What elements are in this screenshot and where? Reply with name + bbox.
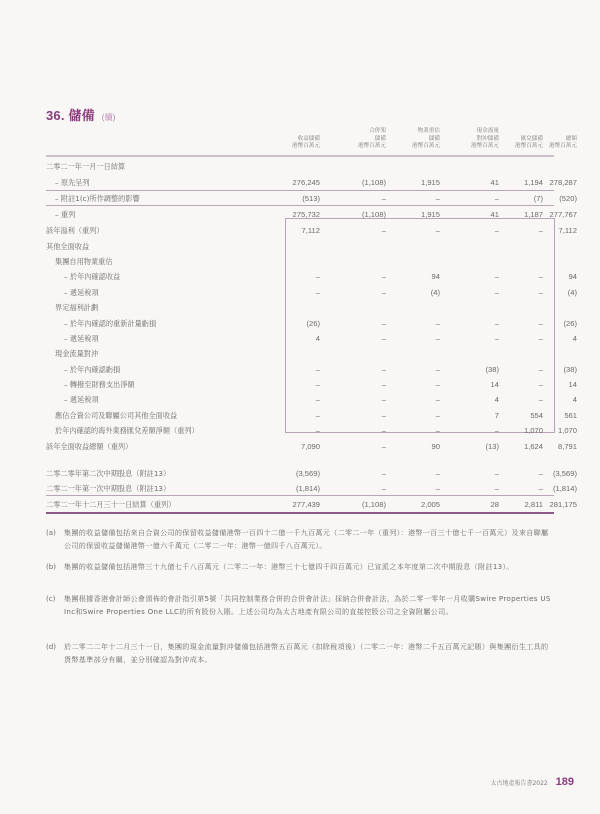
note-text: 集團的收益儲備包括港幣三十九億七千八百萬元（二零二一年：港幣三十七億四千四百萬元）已宣派之本年度第二次中期股息（附註13）。 xyxy=(64,562,514,571)
table-rule xyxy=(46,190,554,191)
table-cell: 41 xyxy=(490,210,499,219)
table-cell: 1,915 xyxy=(420,210,440,219)
column-header-line: 港幣百萬元 xyxy=(515,143,543,149)
table-cell: (26) xyxy=(563,319,577,328)
table-cell: (3,569) xyxy=(295,469,320,478)
table-cell: – xyxy=(381,288,386,297)
table-cell: 277,439 xyxy=(292,500,320,509)
table-cell: – xyxy=(494,272,499,281)
table-cell: – xyxy=(315,288,320,297)
table-rule xyxy=(46,512,554,514)
table-cell: (1,108) xyxy=(361,210,386,219)
column-header-line: 港幣百萬元 xyxy=(549,143,577,149)
table-cell: – xyxy=(538,484,543,493)
table-cell: – xyxy=(435,194,440,203)
table-cell: – xyxy=(538,226,543,235)
page-footer xyxy=(490,776,574,788)
table-cell: – xyxy=(538,365,543,374)
column-header-line: 對沖儲備 xyxy=(476,135,499,142)
table-cell: (1,814) xyxy=(552,484,577,493)
table-cell: 281,175 xyxy=(549,500,577,509)
table-row xyxy=(46,270,577,286)
table-cell: 1,187 xyxy=(523,210,543,219)
column-header-line: 港幣百萬元 xyxy=(358,143,386,149)
section-heading xyxy=(46,105,116,124)
table-cell: – xyxy=(381,334,386,343)
table-cell: – xyxy=(494,319,499,328)
table-cell: – xyxy=(315,411,320,420)
table-row xyxy=(46,378,577,394)
row-label: – 附註1(c)所作調整的影響 xyxy=(55,194,140,203)
table-cell: – xyxy=(494,288,499,297)
table-cell: 28 xyxy=(490,500,499,509)
report-name: 太古地產報告書2022 xyxy=(490,780,548,787)
table-cell: (26) xyxy=(306,319,320,328)
table-cell: – xyxy=(381,426,386,435)
note-tag: (a) xyxy=(46,528,56,537)
row-label: 該年溢利（重列） xyxy=(46,226,104,235)
table-cell: (38) xyxy=(563,365,577,374)
table-cell: – xyxy=(315,380,320,389)
column-header-line xyxy=(513,128,577,136)
column-header-line: 合併架 xyxy=(369,128,386,134)
column-header-line: 現金流量 xyxy=(476,128,499,134)
table-cell: – xyxy=(381,395,386,404)
table-cell: 277,767 xyxy=(549,210,577,219)
column-header-line xyxy=(256,128,320,136)
row-label: – 重列 xyxy=(55,210,76,219)
table-cell: – xyxy=(435,484,440,493)
table-cell: – xyxy=(494,334,499,343)
table-cell: – xyxy=(381,272,386,281)
note-item xyxy=(46,592,554,618)
column-headers xyxy=(0,128,600,154)
table-row xyxy=(46,440,577,456)
table-row xyxy=(46,286,577,302)
table-rule xyxy=(46,205,554,206)
table-cell: 94 xyxy=(568,272,577,281)
row-label: – 遞延稅項 xyxy=(64,395,99,404)
table-cell: – xyxy=(494,194,499,203)
table-cell: – xyxy=(494,426,499,435)
row-label: 集團自用物業重估 xyxy=(55,257,113,266)
note-text: 集團的收益儲備包括來自合資公司的保留收益儲備港幣一百四十二億一千九百萬元（二零二一年（重列）：港幣一百三十億七千一百萬元）及來自聯屬公司的保留收益儲備港幣一億六千萬元（二零二一年：港幣一億四千八百萬元）。 xyxy=(64,528,549,550)
table-cell: (3,569) xyxy=(552,469,577,478)
table-cell: 1,070 xyxy=(557,426,577,435)
column-header xyxy=(513,128,577,151)
table-cell: – xyxy=(435,411,440,420)
table-cell: – xyxy=(381,365,386,374)
note-tag: (c) xyxy=(46,594,56,603)
row-label: – 轉撥至財務支出淨額 xyxy=(64,380,135,389)
table-cell: 1,624 xyxy=(523,442,543,451)
table-cell: 1,194 xyxy=(523,178,543,187)
table-cell: 4 xyxy=(572,334,577,343)
table-cell: – xyxy=(315,365,320,374)
table-cell: – xyxy=(435,426,440,435)
table-rule xyxy=(46,495,554,496)
note-tag: (b) xyxy=(46,562,57,571)
table-cell: 276,245 xyxy=(292,178,320,187)
note-item xyxy=(46,526,554,552)
table-cell: – xyxy=(494,469,499,478)
table-row xyxy=(46,224,577,240)
header-rule xyxy=(46,155,554,157)
row-label: 界定福利計劃 xyxy=(55,303,99,312)
column-header xyxy=(376,128,440,151)
table-cell: 561 xyxy=(564,411,577,420)
table-cell: 90 xyxy=(431,442,440,451)
table-cell: 7 xyxy=(494,411,499,420)
note-tag: (d) xyxy=(46,642,57,651)
table-cell: – xyxy=(381,469,386,478)
table-row xyxy=(46,301,554,317)
table-cell: – xyxy=(381,484,386,493)
table-row xyxy=(46,467,577,483)
table-cell: – xyxy=(381,194,386,203)
table-cell: 7,112 xyxy=(558,226,577,235)
table-cell: 278,287 xyxy=(549,178,577,187)
table-cell: 7,090 xyxy=(300,442,320,451)
table-cell: (7) xyxy=(533,194,543,203)
table-cell: – xyxy=(315,272,320,281)
table-cell: – xyxy=(435,365,440,374)
table-cell: 2,005 xyxy=(420,500,440,509)
table-cell: – xyxy=(435,334,440,343)
table-cell: – xyxy=(538,319,543,328)
table-cell: – xyxy=(381,319,386,328)
table-row xyxy=(46,208,577,224)
table-cell: 4 xyxy=(572,395,577,404)
table-row xyxy=(46,424,577,440)
row-label: 該年全面收益總額（重列） xyxy=(46,442,133,451)
row-label: – 遞延稅項 xyxy=(64,334,99,343)
table-cell: – xyxy=(538,334,543,343)
table-cell: – xyxy=(381,380,386,389)
table-cell: – xyxy=(494,226,499,235)
row-label: 現金流量對沖 xyxy=(55,349,99,358)
row-label: 二零二一年十二月三十一日結算（重列） xyxy=(46,500,176,509)
table-cell: 8,791 xyxy=(557,442,577,451)
table-row xyxy=(46,347,554,363)
column-header-line: 匯兌儲備 xyxy=(520,135,543,142)
row-label: – 於年內確認收益 xyxy=(64,272,121,281)
column-header-line: 儲備 xyxy=(374,135,386,142)
table-cell: 7,112 xyxy=(301,226,320,235)
table-cell: (4) xyxy=(430,288,440,297)
table-cell: (520) xyxy=(559,194,577,203)
section-title: 儲備 xyxy=(68,108,95,123)
table-cell: (4) xyxy=(567,288,577,297)
column-header-line: 港幣百萬元 xyxy=(412,143,440,149)
table-row xyxy=(46,317,577,333)
table-row xyxy=(46,332,577,348)
table-cell: (1,814) xyxy=(295,484,320,493)
row-label: 二零二零年第二次中期股息（附註13） xyxy=(46,469,171,478)
table-cell: – xyxy=(435,395,440,404)
row-label: – 原先呈列 xyxy=(55,178,90,187)
note-text: 於二零二二年十二月三十一日，集團的現金流量對沖儲備包括港幣五百萬元（扣除稅項後）（二零二一年：港幣二千五百萬元記賬）與集團衍生工具的貨幣基準部分有關，並分別確認為對沖成本。 xyxy=(64,642,549,664)
table-cell: – xyxy=(538,272,543,281)
table-cell: 4 xyxy=(315,334,320,343)
column-header-line: 總額 xyxy=(565,135,577,142)
table-cell: 41 xyxy=(490,178,499,187)
table-cell: 94 xyxy=(431,272,440,281)
table-cell: – xyxy=(435,226,440,235)
table-cell: – xyxy=(435,469,440,478)
table-cell: – xyxy=(494,484,499,493)
table-cell: (38) xyxy=(485,365,499,374)
table-cell: 14 xyxy=(490,380,499,389)
note-item xyxy=(46,640,554,666)
table-cell: 1,070 xyxy=(523,426,543,435)
table-row xyxy=(46,160,554,176)
table-cell: – xyxy=(538,469,543,478)
table-cell: – xyxy=(381,226,386,235)
table-cell: – xyxy=(315,426,320,435)
table-cell: (1,108) xyxy=(361,178,386,187)
row-label: – 於年內確認虧損 xyxy=(64,365,121,374)
table-cell: – xyxy=(538,288,543,297)
table-cell: 275,732 xyxy=(292,210,320,219)
table-cell: – xyxy=(315,395,320,404)
page-number: 189 xyxy=(555,776,574,788)
table-cell: (13) xyxy=(485,442,499,451)
column-header xyxy=(256,128,320,151)
row-label: – 於年內確認的重新計量虧損 xyxy=(64,319,157,328)
row-label: 其他全面收益 xyxy=(46,242,90,251)
table-cell: – xyxy=(538,380,543,389)
table-cell: 1,915 xyxy=(420,178,440,187)
column-header-line: 港幣百萬元 xyxy=(471,143,499,149)
table-cell: – xyxy=(538,395,543,404)
table-cell: 14 xyxy=(568,380,577,389)
table-cell: – xyxy=(435,319,440,328)
table-row xyxy=(46,240,554,256)
note-item xyxy=(46,560,554,573)
table-cell: (513) xyxy=(302,194,320,203)
table-row xyxy=(46,409,577,425)
column-header-line: 港幣百萬元 xyxy=(292,143,320,149)
table-cell: – xyxy=(381,411,386,420)
row-label: 二零二一年一月一日結算 xyxy=(46,162,126,171)
row-label: 於年內確認的海外業務匯兌差額淨額（重列） xyxy=(55,426,199,435)
section-number: 36. xyxy=(46,108,65,123)
table-row xyxy=(46,393,577,409)
column-header-line: 物業重估 xyxy=(417,128,440,134)
section-continued: (續) xyxy=(101,113,116,122)
table-cell: (1,108) xyxy=(361,500,386,509)
table-cell: 2,811 xyxy=(524,500,543,509)
note-text: 集團根據香港會計師公會頒佈的會計指引第5號「共同控制業務合併的合併會計法」採納合併會計法，為於二零一零年一月收購Swire Properties US Inc和Swire Properties One LLC的所有股份入賬。上述公司均為太古地產有限公司的直接控股公司之全資附屬公司。 xyxy=(64,594,551,616)
table-cell: – xyxy=(435,380,440,389)
row-label: – 遞延稅項 xyxy=(64,288,99,297)
table-row xyxy=(46,255,554,271)
column-header-line: 收益儲備 xyxy=(297,135,320,142)
table-row xyxy=(46,363,577,379)
table-cell: 4 xyxy=(494,395,499,404)
column-header-line: 儲備 xyxy=(428,135,440,142)
row-label: 二零二一年第一次中期股息（附註13） xyxy=(46,484,171,493)
table-cell: 554 xyxy=(530,411,543,420)
row-label: 應佔合資公司及聯屬公司其他全面收益 xyxy=(55,411,178,420)
table-cell: – xyxy=(381,442,386,451)
